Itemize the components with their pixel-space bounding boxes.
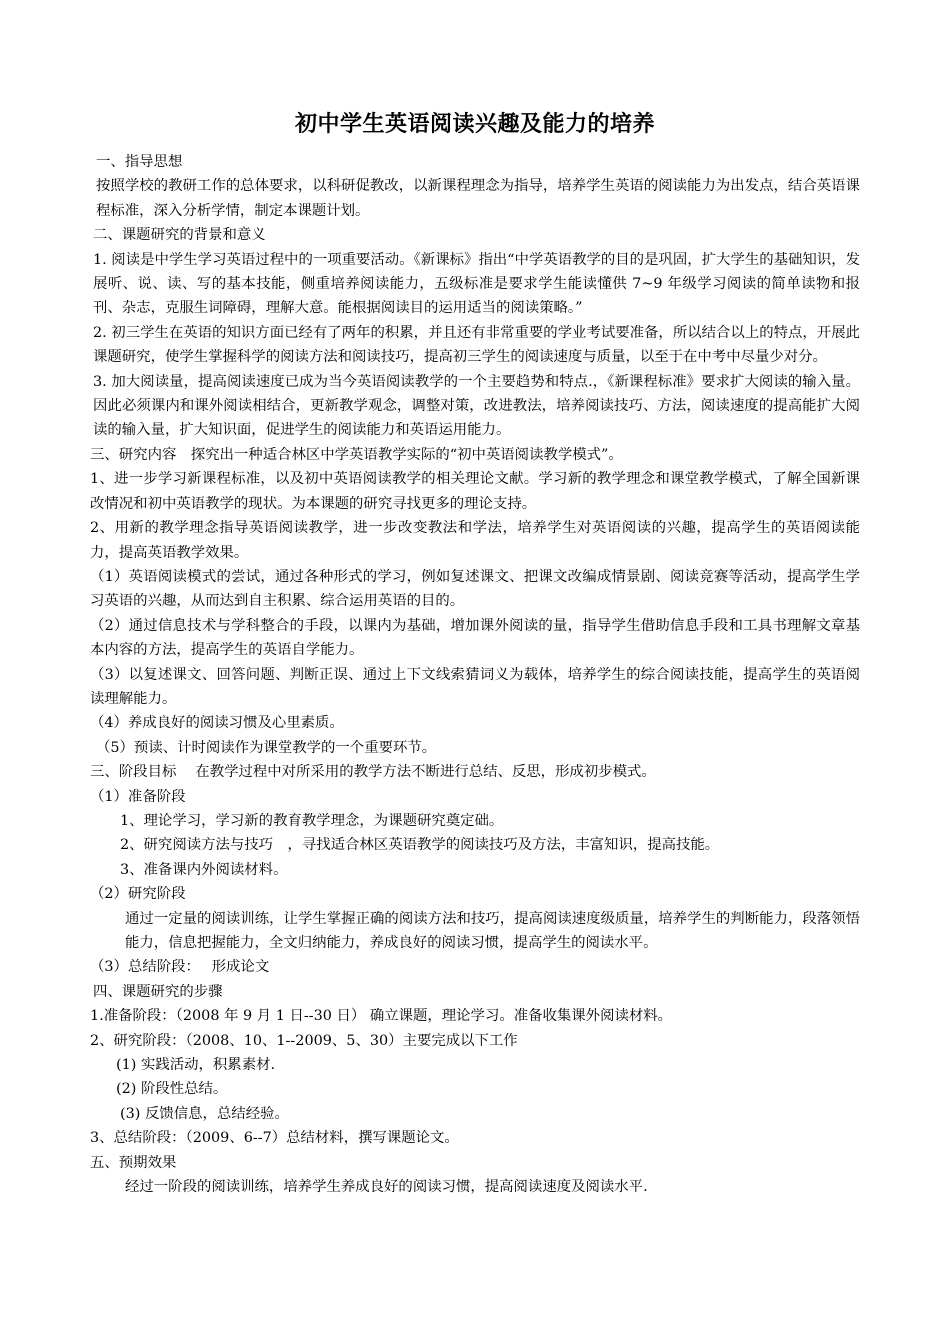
stage-heading-research: （2）研究阶段: [90, 886, 186, 903]
list-item-research-5: （5）预读、计时阅读作为课堂教学的一个重要环节。: [96, 739, 437, 756]
paragraph-background-3: 3. 加大阅读量，提高阅读速度已成为当今英语阅读教学的一个主要趋势和特点.，《新课程标准》要求扩大阅读的输入量。因此必须课内和课外阅读相结合，更新教学观念，调整对策，改进教法，培养阅读技巧、方法，阅读速度的提高能扩大阅读的输入量，扩大知识面，促进学生的阅读能力和英语运用能力。: [93, 373, 860, 439]
section-heading-guiding-thought: 一、指导思想: [96, 154, 183, 170]
document-title: 初中学生英语阅读兴趣及能力的培养: [294, 111, 655, 137]
paragraph-expected-results: 经过一阶段的阅读训练，培养学生养成良好的阅读习惯，提高阅读速度及阅读水平.: [125, 1179, 648, 1196]
step-research: 2、研究阶段：（2008、10、1--2009、5、30）主要完成以下工作: [90, 1032, 518, 1049]
paragraph-research-content-1: 1、进一步学习新课程标准，以及初中英语阅读教学的相关理论文献。学习新的教学理念和课堂教学模式，了解全国新课改情况和初中英语教学的现状。为本课题的研究寻找更多的理论支持。: [90, 471, 860, 512]
list-item-research-2: （2）通过信息技术与学科整合的手段，以课内为基础，增加课外阅读的量，指导学生借助信息手段和工具书理解文章基本内容的方法，提高学生的英语自学能力。: [90, 617, 860, 659]
paragraph-research-stage: 通过一定量的阅读训练，让学生掌握正确的阅读方法和技巧，提高阅读速度级质量，培养学生的判断能力，段落领悟能力，信息把握能力，全文归纳能力，养成良好的阅读习惯，提高学生的阅读水平。: [125, 910, 860, 951]
paragraph-background-2: 2. 初三学生在英语的知识方面已经有了两年的积累，并且还有非常重要的学业考试要准备，所以结合以上的特点，开展此课题研究，使学生掌握科学的阅读方法和阅读技巧，提高初三学生的阅读速度与质量，以至于在中考中尽量少对分。: [93, 324, 860, 366]
step-research-item-1: (1) 实践活动，积累素材.: [116, 1057, 276, 1074]
list-item-research-3: （3）以复述课文、回答问题、判断正误、通过上下文线索猜词义为载体，培养学生的综合阅读技能，提高学生的英语阅读理解能力。: [90, 666, 860, 707]
list-item-preparation-3: 3、准备课内外阅读材料。: [120, 861, 288, 878]
list-item-research-4: （4）养成良好的阅读习惯及心里素质。: [90, 715, 344, 732]
stage-heading-preparation: （1）准备阶段: [90, 788, 186, 805]
list-item-preparation-1: 1、理论学习，学习新的教育教学理念，为课题研究奠定础。: [120, 812, 504, 829]
step-research-item-2: (2) 阶段性总结。: [116, 1081, 228, 1098]
paragraph-research-content-2: 2、用新的教学理念指导英语阅读教学，进一步改变教法和学法，培养学生对英语阅读的兴趣，提高学生的英语阅读能力，提高英语教学效果。: [90, 520, 860, 561]
step-research-item-3: (3) 反馈信息，总结经验。: [120, 1105, 289, 1122]
section-heading-steps: 四、课题研究的步骤: [93, 983, 223, 1000]
step-preparation: 1.准备阶段：（2008 年 9 月 1 日--30 日） 确立课题，理论学习。准备收集课外阅读材料。: [90, 1008, 673, 1025]
section-heading-background: 二、课题研究的背景和意义: [93, 227, 266, 244]
list-item-research-1: （1）英语阅读模式的尝试，通过各种形式的学习，例如复述课文、把课文改编成情景剧、阅读竞赛等活动，提高学生学习英语的兴趣，从而达到自主积累、综合运用英语的目的。: [90, 568, 860, 610]
section-heading-expected-results: 五、预期效果: [90, 1154, 177, 1171]
stage-heading-summary: （3）总结阶段： 形成论文: [90, 959, 270, 976]
list-item-preparation-2: 2、研究阅读方法与技巧 ，寻找适合林区英语教学的阅读技巧及方法，丰富知识，提高技能。: [120, 837, 720, 854]
section-heading-research-content: 三、研究内容 探究出一种适合林区中学英语教学实际的“初中英语阅读教学模式”。: [90, 446, 623, 463]
step-summary: 3、总结阶段：（2009、6--7）总结材料，撰写课题论文。: [90, 1130, 459, 1147]
paragraph-guiding-thought: 按照学校的教研工作的总体要求，以科研促教改，以新课程理念为指导，培养学生英语的阅读能力为出发点，结合英语课程标准，深入分析学情，制定本课题计划。: [96, 178, 860, 219]
paragraph-background-1: 1. 阅读是中学生学习英语过程中的一项重要活动。《新课标》指出“中学英语教学的目的是巩固，扩大学生的基础知识，发展听、说、读、写的基本技能，侧重培养阅读能力，五级标准是要求学生能读懂供 7~9 年级学习阅读的简单读物和报刊、杂志，克服生词障碍，理解大意。能根据阅读目的运用适当的阅读策略。”: [93, 251, 860, 317]
section-heading-stage-goals: 三、阶段目标 在教学过程中对所采用的教学方法不断进行总结、反思，形成初步模式。: [90, 764, 656, 781]
document-body: [90, 150, 860, 1199]
